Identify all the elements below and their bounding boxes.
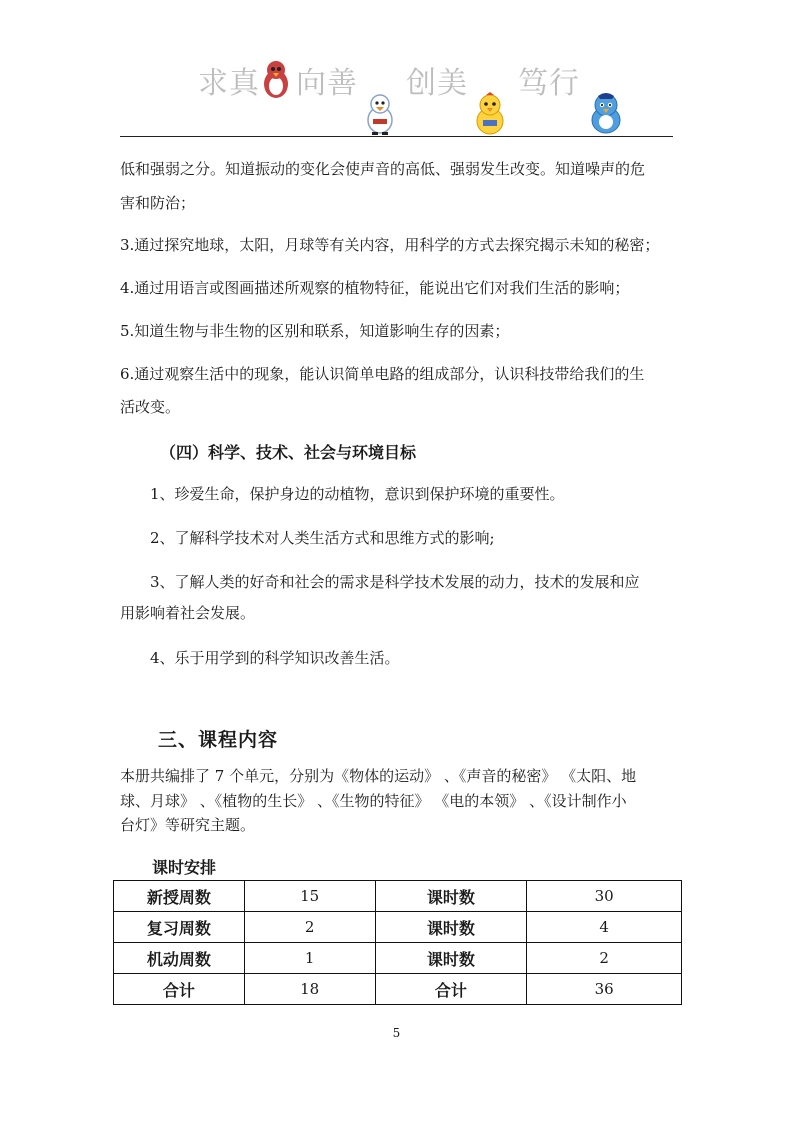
motto-word: 笃行 <box>518 66 580 101</box>
list-item: 5.知道生物与非生物的区别和联系，知道影响生存的因素； <box>120 322 510 340</box>
table-cell: 新授周数 <box>114 881 245 912</box>
list-item: 活改变。 <box>120 398 181 416</box>
penguin-mascot-icon <box>258 58 294 100</box>
table-cell: 课时数 <box>375 912 527 943</box>
table-row <box>114 881 682 912</box>
list-item: 1、珍爱生命，保护身边的动植物，意识到保护环境的重要性。 <box>150 485 565 503</box>
section-heading: （四）科学、技术、社会与环境目标 <box>160 443 417 462</box>
table-row <box>114 943 682 974</box>
paragraph-line: 球、月球》 、《植物的生长》 、《生物的特征》 《电的本领》 、《设计制作小 <box>120 792 627 810</box>
paragraph-line: 本册共编排了 7 个单元，分别为《物体的运动》 、《声音的秘密》 《太阳、地 <box>120 767 637 785</box>
list-item: 6.通过观察生活中的现象，能认识简单电路的组成部分，认识科技带给我们的生 <box>120 365 645 383</box>
paragraph-line: 害和防治； <box>120 194 196 212</box>
table-cell: 18 <box>244 974 375 1005</box>
table-cell: 复习周数 <box>114 912 245 943</box>
chick-mascot-icon <box>470 92 510 136</box>
table-cell: 15 <box>244 881 375 912</box>
table-row <box>114 912 682 943</box>
motto-word: 向善 <box>296 66 358 101</box>
schedule-title: 课时安排 <box>152 858 217 877</box>
list-item: 3、了解人类的好奇和社会的需求是科学技术发展的动力，技术的发展和应 <box>150 573 640 591</box>
list-item: 用影响着社会发展。 <box>120 604 256 622</box>
table-row <box>114 974 682 1005</box>
paragraph-line: 台灯》等研究主题。 <box>120 816 256 834</box>
motto-word: 创美 <box>406 66 468 101</box>
table-cell: 合计 <box>114 974 245 1005</box>
schedule-table <box>113 880 682 1005</box>
table-cell: 2 <box>244 912 375 943</box>
list-item: 2、了解科学技术对人类生活方式和思维方式的影响; <box>150 529 495 547</box>
table-cell: 36 <box>527 974 682 1005</box>
goose-mascot-icon <box>360 92 400 136</box>
table-cell: 4 <box>527 912 682 943</box>
bluebird-mascot-icon <box>584 92 628 136</box>
list-item: 4.通过用语言或图画描述所观察的植物特征，能说出它们对我们生活的影响； <box>120 279 630 297</box>
list-item: 3.通过探究地球，太阳，月球等有关内容，用科学的方式去探究揭示未知的秘密； <box>120 236 660 254</box>
table-cell: 合计 <box>375 974 527 1005</box>
table-cell: 课时数 <box>375 881 527 912</box>
table-cell: 课时数 <box>375 943 527 974</box>
table-cell: 机动周数 <box>114 943 245 974</box>
page-number: 5 <box>392 1026 401 1040</box>
motto-word: 求真 <box>198 66 260 101</box>
table-cell: 1 <box>244 943 375 974</box>
page-header <box>0 0 793 140</box>
paragraph-line: 低和强弱之分。知道振动的变化会使声音的高低、强弱发生改变。知道噪声的危 <box>120 160 646 178</box>
table-cell: 30 <box>527 881 682 912</box>
list-item: 4、乐于用学到的科学知识改善生活。 <box>150 649 400 667</box>
header-divider <box>120 136 673 137</box>
chapter-heading: 三、课程内容 <box>158 729 279 751</box>
table-cell: 2 <box>527 943 682 974</box>
